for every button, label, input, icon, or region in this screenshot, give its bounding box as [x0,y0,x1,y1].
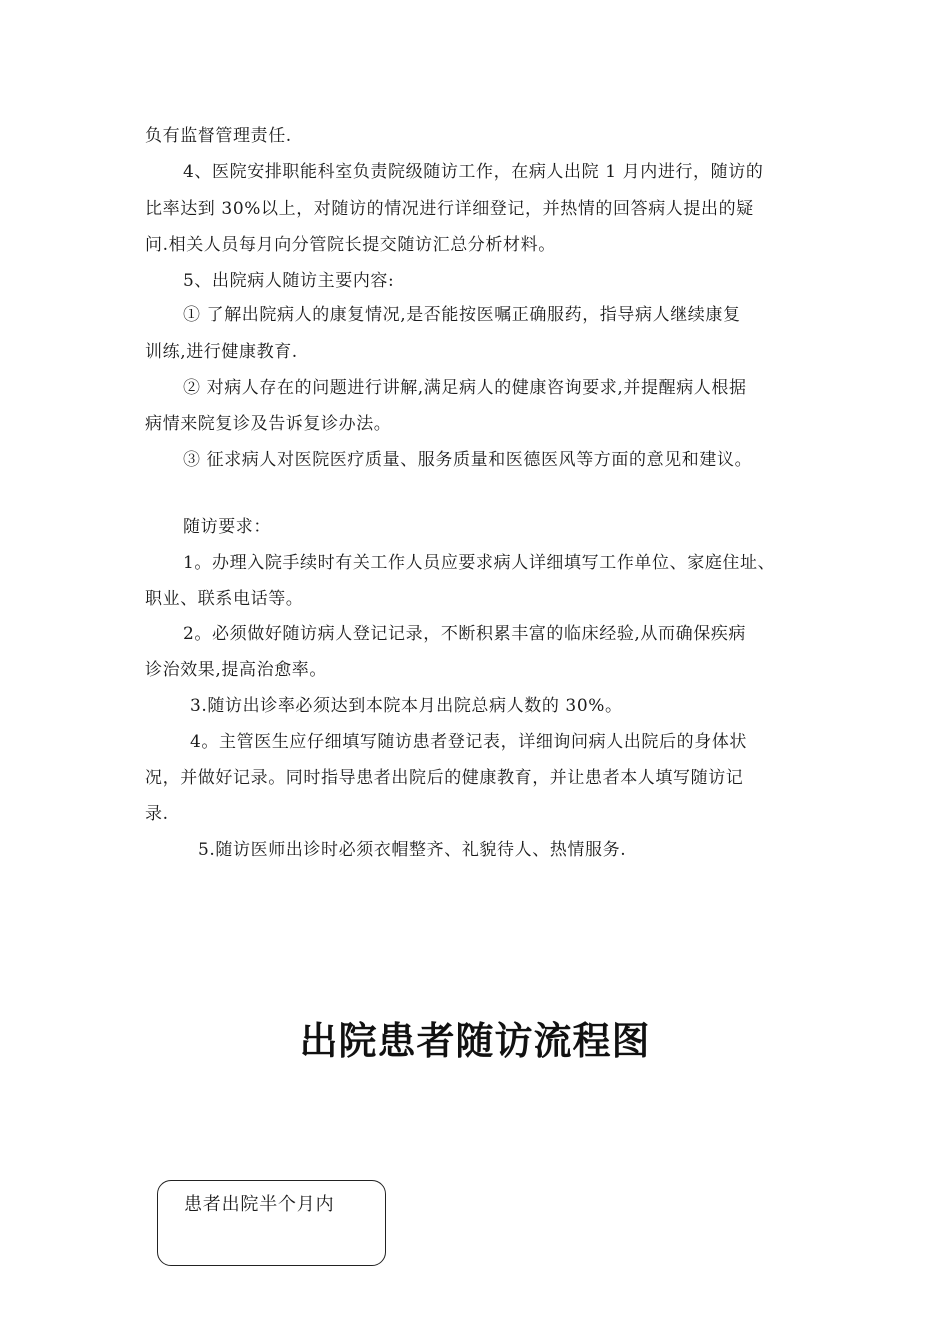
paragraph-line: 4、医院安排职能科室负责院级随访工作，在病人出院 1 月内进行，随访的 [183,162,764,182]
flowchart-title: 出院患者随访流程图 [299,1019,651,1063]
paragraph-line: 3.随访出诊率必须达到本院本月出院总病人数的 30%。 [190,696,623,716]
paragraph-line: 录. [145,804,169,824]
paragraph-line: ① 了解出院病人的康复情况,是否能按医嘱正确服药，指导病人继续康复 [183,305,741,325]
paragraph-line: 比率达到 30%以上，对随访的情况进行详细登记，并热情的回答病人提出的疑 [145,199,754,219]
paragraph-line: 诊治效果,提高治愈率。 [145,660,328,680]
flowchart-step-box [157,1180,386,1266]
section-heading: 随访要求： [183,517,271,537]
paragraph-line: 问.相关人员每月向分管院长提交随访汇总分析材料。 [145,235,556,255]
paragraph-line: 4。主管医生应仔细填写随访患者登记表，详细询问病人出院后的身体状 [190,732,748,752]
paragraph-line: 负有监督管理责任. [145,126,292,146]
paragraph-line: ② 对病人存在的问题进行讲解,满足病人的健康咨询要求,并提醒病人根据 [183,378,747,398]
paragraph-line: 5、出院病人随访主要内容: [183,271,395,291]
paragraph-line: 2。必须做好随访病人登记记录，不断积累丰富的临床经验,从而确保疾病 [183,624,747,644]
paragraph-line: 5.随访医师出诊时必须衣帽整齐、礼貌待人、热情服务. [198,840,627,860]
paragraph-line: 职业、联系电话等。 [145,589,304,609]
paragraph-line: 训练,进行健康教育. [145,342,298,362]
paragraph-line: 况，并做好记录。同时指导患者出院后的健康教育，并让患者本人填写随访记 [145,768,744,788]
paragraph-line: 1。办理入院手续时有关工作人员应要求病人详细填写工作单位、家庭住址、 [183,553,776,573]
paragraph-line: ③ 征求病人对医院医疗质量、服务质量和医德医风等方面的意见和建议。 [183,450,753,470]
flowchart-step-label: 患者出院半个月内 [184,1194,335,1215]
paragraph-line: 病情来院复诊及告诉复诊办法。 [145,414,392,434]
